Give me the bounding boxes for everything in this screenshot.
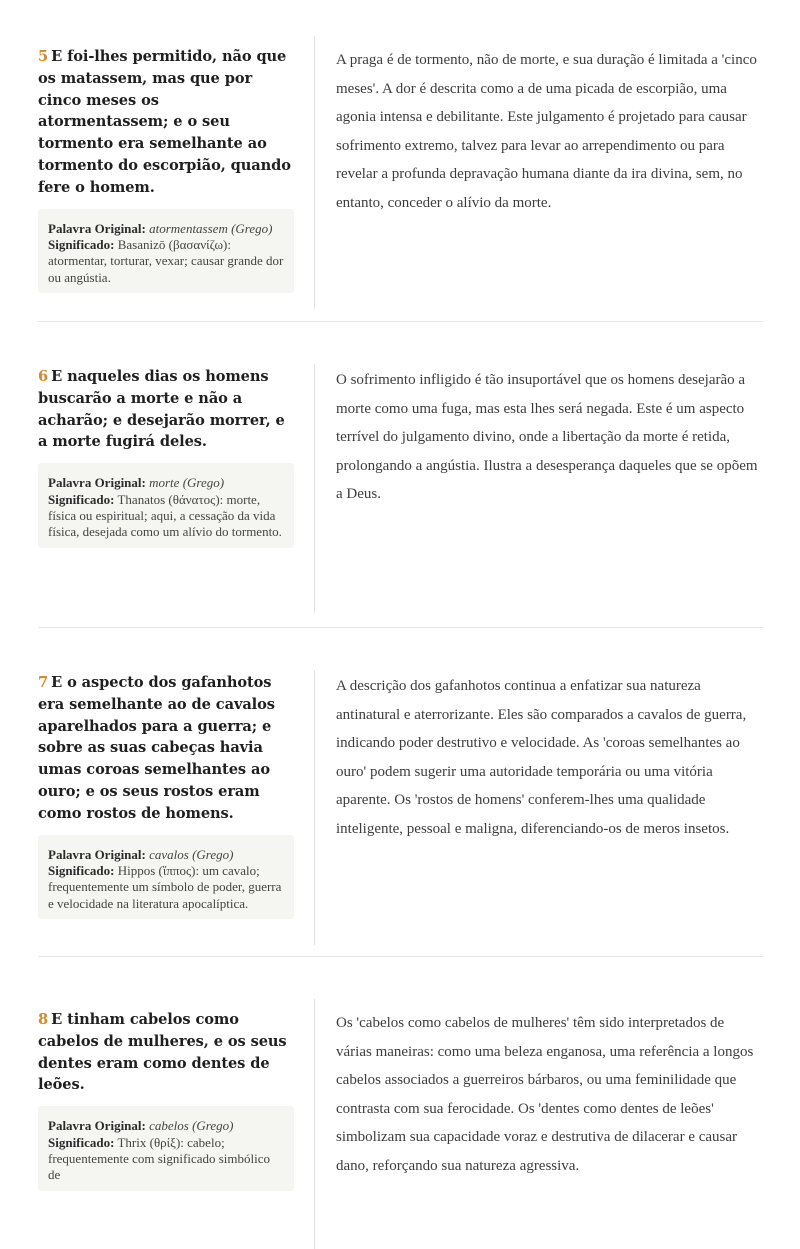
verse-body: E o aspecto dos gafanhotos era semelhante ao de cavalos aparelhados para a guerra; e sobre as suas cabeças havia umas coroas semelhantes ao ouro; e os seus rostos eram como rostos de homens. xyxy=(38,674,275,822)
commentary-column xyxy=(315,670,763,956)
verse-number: 6 xyxy=(38,368,49,385)
verse-body: E naqueles dias os homens buscarão a morte e não a acharão; e desejarão morrer, e a morte fugirá deles. xyxy=(38,368,285,451)
commentary-page xyxy=(38,36,763,1249)
original-word-box xyxy=(38,835,294,920)
original-word-box xyxy=(38,209,294,294)
commentary-text: A descrição dos gafanhotos continua a enfatizar sua natureza antinatural e aterrorizante. Eles são comparados a cavalos de guerra, indicando poder destrutivo e velocidade. As 'coroas semelhantes ao ouro' podem sugerir uma autoridade temporária ou uma vitória aparente. Os 'rostos de homens' conferem-lhes uma qualidade inteligente, pessoal e maligna, diferenciando-os de meros insetos. xyxy=(336,678,747,837)
meaning-text: Hippos (ἵππος): um cavalo; frequentemente um símbolo de poder, guerra e velocidade na literatura apocalíptica. xyxy=(48,862,282,911)
verse-column xyxy=(38,670,315,945)
verse-text xyxy=(38,672,294,825)
commentary-column xyxy=(315,364,763,627)
verse-number: 8 xyxy=(38,1011,49,1028)
meaning-label: Significado: xyxy=(48,236,115,252)
meaning-text: Thanatos (θάνατος): morte, física ou espiritual; aqui, a cessação da vida física, desejada como um alívio do tormento. xyxy=(48,491,282,540)
original-word: morte (Grego) xyxy=(149,475,225,491)
commentary-text: O sofrimento infligido é tão insuportável que os homens desejarão a morte como uma fuga, mas esta lhes será negada. Este é um aspecto terrível do julgamento divino, onde a libertação da morte é retida, prolongando a angústia. Ilustra a desesperança daqueles que se opõem a Deus. xyxy=(336,372,758,503)
verse-block-8 xyxy=(38,999,763,1249)
meaning-text: Thrix (θρίξ): cabelo; frequentemente com significado simbólico de xyxy=(48,1134,271,1183)
original-word-label: Palavra Original: xyxy=(48,475,146,491)
meaning-label: Significado: xyxy=(48,862,115,878)
meaning-text: Basanizō (βασανίζω): atormentar, torturar, vexar; causar grande dor ou angústia. xyxy=(48,236,284,285)
verse-column xyxy=(38,36,315,309)
original-word: cavalos (Grego) xyxy=(149,846,234,862)
verse-block-5 xyxy=(38,36,763,322)
original-word-label: Palavra Original: xyxy=(48,1118,146,1134)
original-word-box xyxy=(38,463,294,548)
commentary-text: A praga é de tormento, não de morte, e sua duração é limitada a 'cinco meses'. A dor é descrita como a de uma picada de escorpião, uma agonia intensa e debilitante. Este julgamento é projetado para causar sofrimento extremo, talvez para levar ao arrependimento ou para revelar a profunda depravação humana diante da ira divina, sem, no entanto, conceder o alívio da morte. xyxy=(336,52,757,211)
original-word-label: Palavra Original: xyxy=(48,220,146,236)
commentary-column xyxy=(315,36,763,321)
original-word: atormentassem (Grego) xyxy=(149,220,273,236)
original-word-box xyxy=(38,1106,294,1191)
verse-text xyxy=(38,366,294,453)
meaning-label: Significado: xyxy=(48,491,115,507)
verse-text xyxy=(38,1009,294,1096)
verse-text xyxy=(38,46,294,199)
verse-column xyxy=(38,999,315,1249)
verse-number: 5 xyxy=(38,48,49,65)
verse-body: E foi-lhes permitido, não que os matassem, mas que por cinco meses os atormentassem; e o seu tormento era semelhante ao tormento do escorpião, quando fere o homem. xyxy=(38,48,291,196)
verse-block-7 xyxy=(38,670,763,957)
verse-column xyxy=(38,364,315,613)
commentary-column xyxy=(315,999,763,1249)
original-word: cabelos (Grego) xyxy=(149,1118,234,1134)
commentary-text: Os 'cabelos como cabelos de mulheres' têm sido interpretados de várias maneiras: como uma beleza enganosa, uma referência a longos cabelos associados a guerreiros bárbaros, ou uma feminilidade que contrasta com sua ferocidade. Os 'dentes como dentes de leões' simbolizam sua capacidade voraz e destrutiva de dilacerar e causar dano, reforçando sua natureza agressiva. xyxy=(336,1015,754,1174)
verse-body: E tinham cabelos como cabelos de mulheres, e os seus dentes eram como dentes de leões. xyxy=(38,1011,287,1094)
verse-number: 7 xyxy=(38,674,49,691)
original-word-label: Palavra Original: xyxy=(48,846,146,862)
verse-block-6 xyxy=(38,364,763,628)
meaning-label: Significado: xyxy=(48,1134,115,1150)
